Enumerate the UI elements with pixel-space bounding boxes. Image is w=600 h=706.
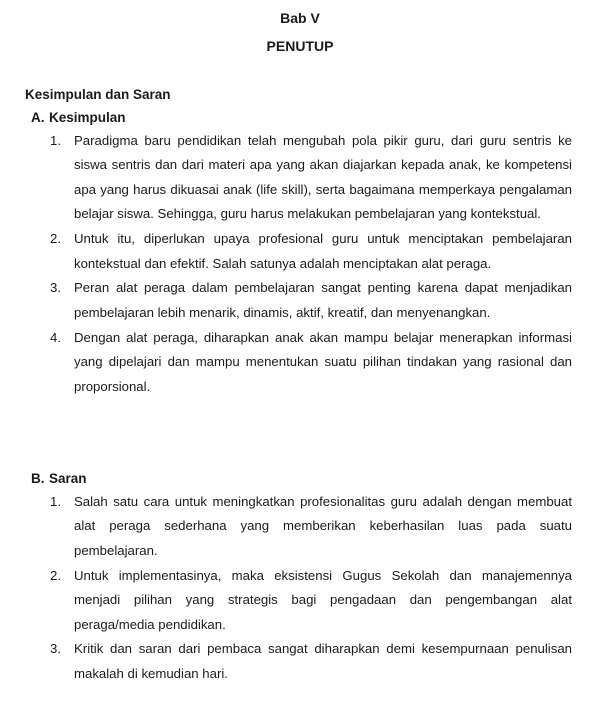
section-title: Kesimpulan dan Saran [25,87,171,102]
item-number: 2. [50,567,61,583]
item-text: Paradigma baru pendidikan telah mengubah pola pikir guru, dari guru sentris ke siswa sentris dan dari materi apa yang akan diajarkan kepada anak, ke kompetensi apa yang harus dikuasai anak (life skill), serta bagaimana memperkaya pengalaman belajar siswa. Sehingga, guru harus melakukan pembelajaran yang kontekstual. [74,133,572,222]
list-item [50,637,572,686]
item-text: Untuk implementasinya, maka eksistensi Gugus Sekolah dan manajemennya menjadi pilihan yang strategis bagi pengadaan dan pengembangan alat peraga/media pendidikan. [74,567,572,632]
list-item [50,129,572,227]
list-item [50,227,572,276]
item-text: Salah satu cara untuk meningkatkan profesionalitas guru adalah dengan membuat alat peraga sederhana yang memberikan keberhasilan luas pada suatu pembelajaran. [74,494,572,558]
item-number: 2. [50,231,61,247]
subsection-saran-heading [31,471,87,487]
chapter-number: Bab V [280,10,320,26]
saran-list [50,490,572,686]
item-number: 1. [50,133,61,148]
subsection-title: Kesimpulan [49,110,126,125]
subsection-letter: B. [31,471,45,486]
item-number: 3. [50,641,61,657]
list-item [50,564,572,637]
subsection-letter: A. [31,110,45,125]
item-text: Dengan alat peraga, diharapkan anak akan mampu belajar menerapkan informasi yang dipelajari dan mampu menentukan suatu pilihan tindakan yang rasional dan proporsional. [74,329,572,394]
item-text: Untuk itu, diperlukan upaya profesional guru untuk menciptakan pembelajaran kontekstual dan efektif. Salah satunya adalah menciptakan alat peraga. [74,231,572,271]
chapter-title: PENUTUP [266,38,334,54]
kesimpulan-list [50,129,572,399]
item-number: 4. [50,329,61,345]
item-number: 3. [50,280,61,296]
list-item [50,326,572,399]
subsection-kesimpulan-heading [31,110,126,126]
list-item [50,276,572,325]
item-text: Peran alat peraga dalam pembelajaran sangat penting karena dapat menjadikan pembelajaran lebih menarik, dinamis, aktif, kreatif, dan menyenangkan. [74,280,572,320]
list-item [50,490,572,563]
item-text: Kritik dan saran dari pembaca sangat diharapkan demi kesempurnaan penulisan makalah di kemudian hari. [74,641,572,681]
item-number: 1. [50,494,61,509]
subsection-title: Saran [49,471,87,486]
